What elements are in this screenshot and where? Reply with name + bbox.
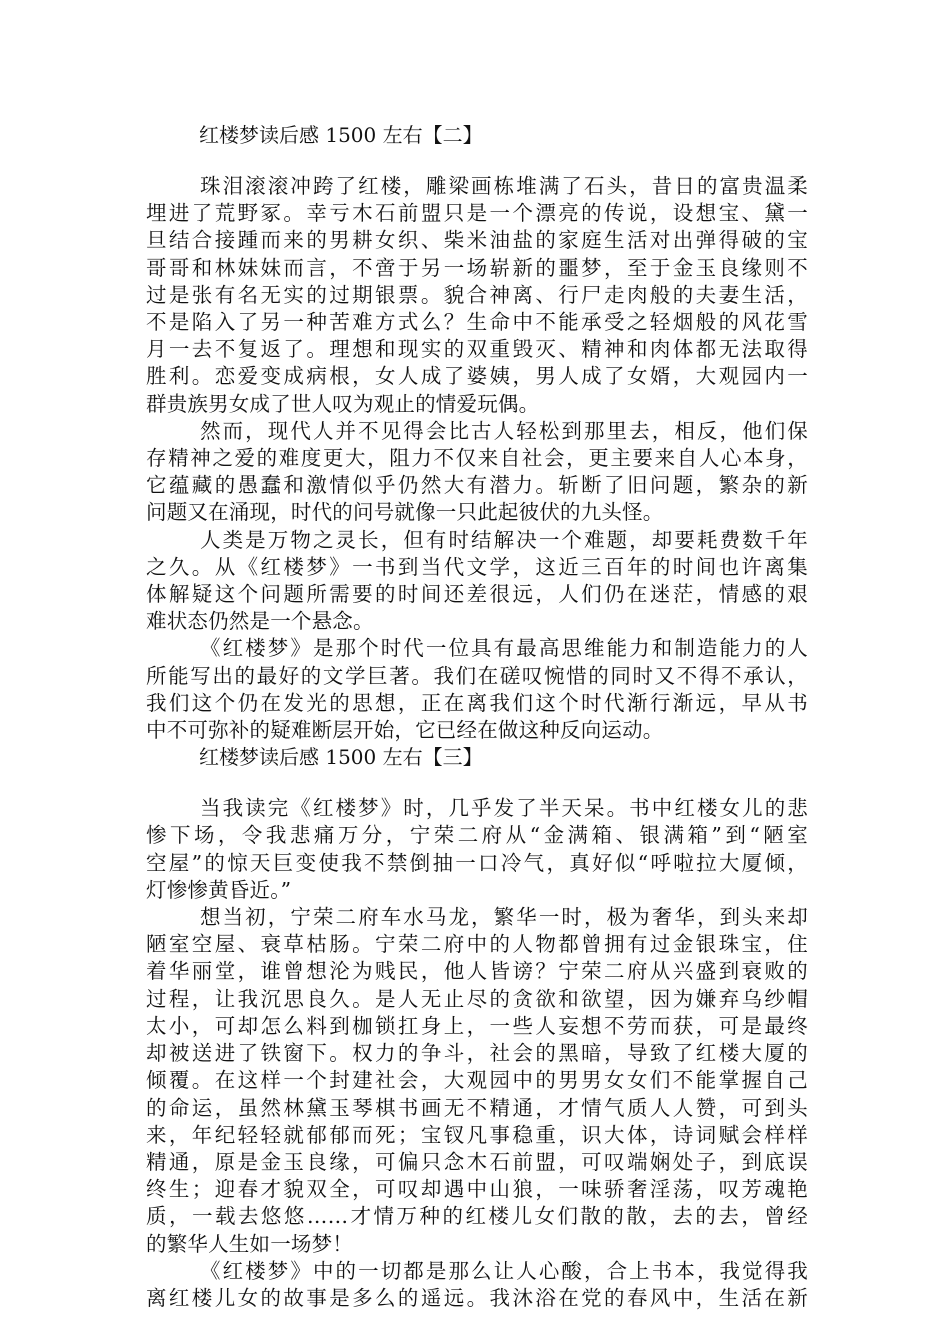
paragraph-line: 陋室空屋、衰草枯肠。宁荣二府中的人物都曾拥有过金银珠宝，住 bbox=[146, 932, 808, 957]
document-body bbox=[146, 122, 808, 1312]
paragraph-line: 存精神之爱的难度更大，阻力不仅来自社会，更主要来自人心本身， bbox=[146, 446, 808, 471]
paragraph-line: 的命运，虽然林黛玉琴棋书画无不精通，才情气质人人赞，可到头 bbox=[146, 1095, 808, 1120]
paragraph-line: 所能写出的最好的文学巨著。我们在磋叹惋惜的同时又不得不承认， bbox=[146, 663, 808, 688]
paragraph-line: 却被送进了铁窗下。权力的争斗，社会的黑暗，导致了红楼大厦的 bbox=[146, 1041, 808, 1066]
paragraph-line: 空屋”的惊天巨变使我不禁倒抽一口冷气，真好似“呼啦拉大厦倾， bbox=[146, 850, 808, 875]
paragraph-line: 过是张有名无实的过期银票。貌合神离、行尸走肉般的夫妻生活， bbox=[146, 282, 808, 307]
paragraph-line: 难状态仍然是一个悬念。 bbox=[146, 609, 374, 634]
blank-line bbox=[146, 149, 808, 173]
paragraph-line: 离红楼儿女的故事是多么的遥远。我沐浴在党的春风中，生活在新 bbox=[146, 1285, 808, 1310]
paragraph-line: 问题又在涌现，时代的问号就像一只此起彼伏的九头怪。 bbox=[146, 500, 664, 525]
paragraph-line: 灯惨惨黄昏近。” bbox=[146, 877, 292, 902]
paragraph-line: 精通，原是金玉良缘，可偏只念木石前盟，可叹端娴处子，到底误 bbox=[146, 1149, 808, 1174]
section-heading-3: 红楼梦读后感 1500 左右【三】 bbox=[199, 745, 483, 770]
paragraph-line: 珠泪滚滚冲跨了红楼，雕梁画栋堆满了石头，昔日的富贵温柔 bbox=[200, 174, 808, 198]
paragraph-line: 中不可弥补的疑难断层开始，它已经在做这种反向运动。 bbox=[146, 718, 664, 743]
paragraph-line: 太小，可却怎么料到枷锁扛身上，一些人妄想不劳而获，可是最终 bbox=[146, 1013, 808, 1038]
paragraph-line: 惨下场，令我悲痛万分，宁荣二府从“金满箱、银满箱”到“陋室 bbox=[146, 823, 808, 848]
paragraph-line: 《红楼梦》是那个时代一位具有最高思维能力和制造能力的人 bbox=[200, 636, 808, 661]
paragraph-line: 然而，现代人并不见得会比古人轻松到那里去，相反，他们保 bbox=[200, 418, 808, 443]
paragraph-line: 我们这个仍在发光的思想，正在离我们这个时代渐行渐远，早从书 bbox=[146, 690, 808, 715]
paragraph-line: 旦结合接踵而来的男耕女织、柴米油盐的家庭生活对出弹得破的宝 bbox=[146, 228, 808, 253]
paragraph-line: 胜利。恋爱变成病根，女人成了婆姨，男人成了女婿，大观园内一 bbox=[146, 364, 808, 389]
paragraph-line: 终生；迎春才貌双全，可叹却遇中山狼，一味骄奢淫荡，叹芳魂艳 bbox=[146, 1177, 808, 1202]
paragraph-line: 埋进了荒野冢。幸亏木石前盟只是一个漂亮的传说，设想宝、黛一 bbox=[146, 201, 808, 226]
paragraph-line: 过程，让我沉思良久。是人无止尽的贪欲和欲望，因为嫌弃乌纱帽 bbox=[146, 986, 808, 1011]
paragraph-line: 之久。从《红楼梦》一书到当代文学，这近三百年的时间也许离集 bbox=[146, 554, 808, 579]
paragraph-line: 体解疑这个问题所需要的时间还差很远，人们仍在迷茫，情感的艰 bbox=[146, 582, 808, 607]
section-heading-2: 红楼梦读后感 1500 左右【二】 bbox=[199, 123, 483, 147]
paragraph-line: 它蕴藏的愚蠢和激情似乎仍然大有潜力。斩断了旧问题，繁杂的新 bbox=[146, 473, 808, 498]
paragraph-line: 倾覆。在这样一个封建社会，大观园中的男男女女们不能掌握自己 bbox=[146, 1068, 808, 1093]
paragraph-line: 想当初，宁荣二府车水马龙，繁华一时，极为奢华，到头来却 bbox=[200, 905, 808, 930]
paragraph-line: 人类是万物之灵长，但有时结解决一个难题，却要耗费数千年 bbox=[200, 527, 808, 552]
paragraph-line: 质，一载去悠悠……才情万种的红楼儿女们散的散，去的去，曾经 bbox=[146, 1204, 808, 1229]
paragraph-line: 着华丽堂，谁曾想沦为贱民，他人皆谤？宁荣二府从兴盛到衰败的 bbox=[146, 959, 808, 984]
paragraph-line: 不是陷入了另一种苦难方式么？生命中不能承受之轻烟般的风花雪 bbox=[146, 310, 808, 335]
paragraph-line: 来，年纪轻轻就郁郁而死；宝钗凡事稳重，识大体，诗词赋会样样 bbox=[146, 1122, 808, 1147]
paragraph-line: 哥哥和林妹妹而言，不啻于另一场崭新的噩梦，至于金玉良缘则不 bbox=[146, 255, 808, 280]
paragraph-line: 当我读完《红楼梦》时，几乎发了半天呆。书中红楼女儿的悲 bbox=[200, 796, 808, 821]
paragraph-line: 《红楼梦》中的一切都是那么让人心酸，合上书本，我觉得我 bbox=[200, 1258, 808, 1283]
blank-line bbox=[146, 771, 808, 795]
paragraph-line: 的繁华人生如一场梦！ bbox=[146, 1231, 353, 1256]
paragraph-line: 月一去不复返了。理想和现实的双重毁灭、精神和肉体都无法取得 bbox=[146, 337, 808, 362]
paragraph-line: 群贵族男女成了世人叹为观止的情爱玩偶。 bbox=[146, 391, 540, 416]
